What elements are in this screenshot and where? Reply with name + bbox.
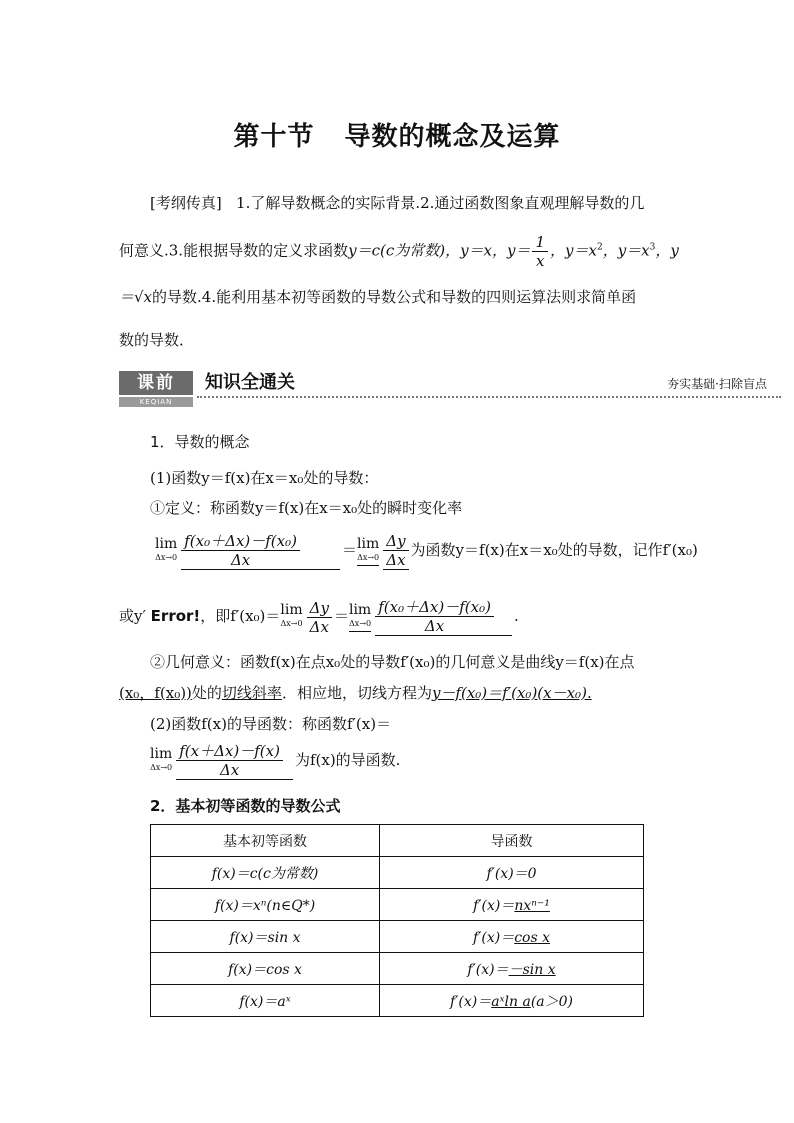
point-coords: (x₀，f(x₀)) [119,684,192,702]
cell-derivative [380,985,644,1017]
frac-num: 1 [535,233,546,251]
difference-quotient [181,532,340,570]
dq-den: Δx [181,550,300,569]
y-prime: 或y′ [119,607,146,625]
syllabus-text-3b: 的导数.4.能利用基本初等函数的导数公式和导数的四则运算法则求简单函 [152,288,637,306]
cell-function: f(x)＝cos x [151,953,380,985]
derivative-formula-table [150,824,644,1017]
dq-den: Δx [375,616,494,635]
table-header-row [151,825,644,857]
lim-sub: Δx→0 [155,553,178,562]
section-2-heading: 2．基本初等函数的导数公式 [150,797,341,815]
syllabus-line-3 [119,287,636,307]
lim-sub: Δx→0 [280,619,303,628]
sec1-para-1: (1)函数y＝f(x)在x＝x₀处的导数： [150,469,379,487]
deriv-answer: －sin x [508,961,556,978]
derivative-function-tail: 为f(x)的导函数. [294,751,401,769]
limit-op-e [150,747,172,775]
lim-text: lim [280,602,303,618]
table-row [151,889,644,921]
dy: Δy [386,532,406,550]
cell-function: f(x)＝xⁿ(n∈Q*) [151,889,380,921]
syllabus-label: [考纲传真] [150,194,222,212]
limit-op-c [280,603,302,631]
delta-ratio-2 [307,599,332,636]
lim-text: lim [155,536,178,552]
limit-op-a [155,537,177,565]
dq-num: f(x₀＋Δx)－f(x₀) [378,598,491,616]
dq3-den: Δx [176,760,283,779]
table-row [151,953,644,985]
deriv-prefix: f′(x)＝ [450,993,492,1010]
table-row [151,921,644,953]
error-text: Error! [150,607,201,625]
definition-tail: 为函数y＝f(x)在x＝x₀处的导数，记作f′(x₀) [410,541,698,559]
sup-2: 2 [596,242,603,253]
lim-text: lim [357,535,380,552]
syllabus-text-2b: y＝c(c为常数)，y＝x，y＝ [348,241,531,260]
syllabus-text-2a: 何意义.3.能根据导数的定义求函数 [119,241,349,260]
deriv-prefix: f′(x)＝ [467,961,509,978]
tangent-equation: y－f(x₀)＝f′(x₀)(x－x₀) [431,684,587,702]
banner-pinyin: KEQIAN [119,397,193,407]
page-title [0,116,794,153]
cell-function: f(x)＝aˣ [151,985,380,1017]
definition-formula [155,532,698,570]
deriv-condition: (a＞0) [530,993,574,1010]
sqrt-x: ＝√x [119,288,153,306]
cell-derivative [380,921,644,953]
text-tangent-eq: ．相应地，切线方程为 [281,684,432,702]
lim-sub: Δx→0 [349,618,372,628]
lim-text: lim [348,601,372,618]
geometric-meaning-line-2 [119,683,592,703]
cell-derivative [380,857,644,889]
sec1-para-2: ①定义：称函数y＝f(x)在x＝x₀处的瞬时变化率 [150,499,463,517]
dy: Δy [309,598,329,617]
cell-function: f(x)＝c(c为常数) [151,857,380,889]
deriv-prefix: f′(x)＝ [473,929,515,946]
dx: Δx [383,550,408,569]
banner-dotted-rule [197,396,781,398]
banner-slogan: 夯实基础·扫除盲点 [667,377,767,391]
limit-op-b [357,537,379,566]
fraction-one-over-x [532,233,548,270]
delta-ratio [383,532,408,570]
equals: ＝ [333,607,349,625]
title-topic: 导数的概念及运算 [344,122,561,152]
dq3-num: f(x＋Δx)－f(x) [179,742,280,760]
period: . [513,607,519,625]
header-derivative: 导函数 [380,825,644,857]
syllabus-line-4: 数的导数． [119,331,195,349]
sup-3: 3 [649,242,656,253]
derivative-notation-line [119,598,519,636]
equals: ＝ [341,541,357,559]
derivative-quotient [176,742,293,780]
difference-quotient-2 [375,598,512,636]
geometric-meaning-line-1: ②几何意义：函数f(x)在点x₀处的导数f′(x₀)的几何意义是曲线y＝f(x)在点 [150,653,635,671]
derivative-function-formula [150,742,400,780]
deriv-answer: cos x [514,929,551,946]
header-elementary-function: 基本初等函数 [151,825,380,857]
deriv-answer: aˣln a [491,993,531,1010]
dq-num: f(x₀＋Δx)－f(x₀) [184,532,297,550]
cell-derivative [380,953,644,985]
lim-sub: Δx→0 [150,763,173,772]
period: . [586,684,592,702]
limit-op-d [349,603,371,632]
cell-function: f(x)＝sin x [151,921,380,953]
deriv-answer: nxⁿ⁻¹ [514,897,550,914]
frac-den: x [532,251,548,270]
derivative-function-line: (2)函数f(x)的导函数：称函数f′(x)＝ [150,715,392,733]
tangent-slope: 切线斜率 [221,684,282,702]
syllabus-text-1: 1.了解导数概念的实际背景.2.通过函数图象直观理解导数的几 [236,194,645,212]
syllabus-line-2 [119,233,679,270]
syllabus-text-2c: ，y＝x [550,241,597,260]
dx: Δx [307,617,332,636]
table-row [151,857,644,889]
lim-sub: Δx→0 [357,552,380,562]
title-section-number: 第十节 [233,122,315,152]
cell-derivative [380,889,644,921]
notation-mid: ，即f′(x₀)＝ [200,607,281,625]
text-at: 处的 [191,684,222,702]
lim-text: lim [150,746,173,762]
banner-tab: 课前 [119,371,193,395]
syllabus-text-2d: ，y＝x [602,241,650,260]
deriv-prefix: f′(x)＝0 [486,865,537,882]
table-row [151,985,644,1017]
banner-title: 知识全通关 [205,372,295,393]
section-1-heading: 1．导数的概念 [150,433,250,451]
syllabus-text-2e: ，y [655,241,679,260]
deriv-prefix: f′(x)＝ [473,897,515,914]
section-banner [119,371,781,407]
syllabus-line-1 [150,193,644,213]
